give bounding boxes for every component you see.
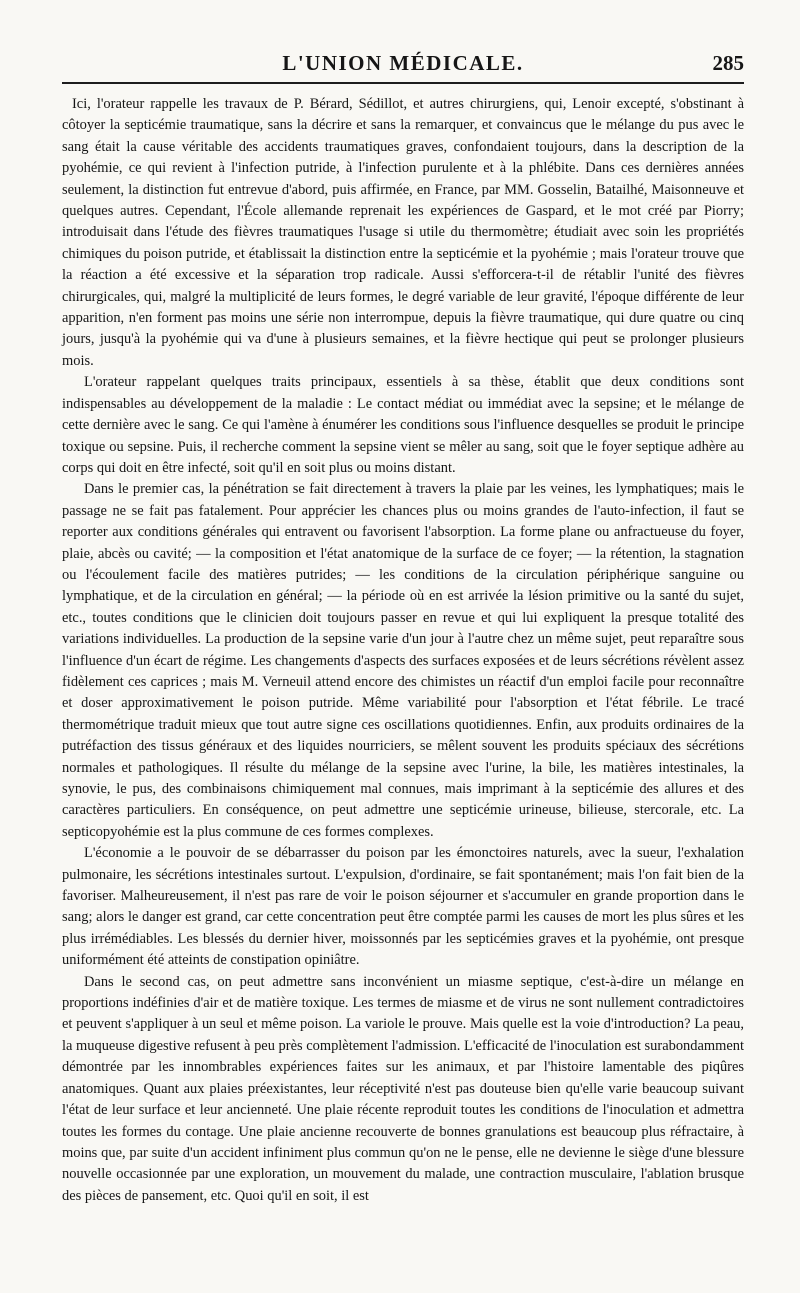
paragraph: L'orateur rappelant quelques traits principaux, essentiels à sa thèse, établit que deux conditions sont indispensables au développement de la maladie : Le contact médiat ou immédiat avec la sepsine; et le mélange de cette dernière avec le sang. Ce qui l'amène à énumérer les conditions sous l'influence desquelles se produit le principe toxique ou sepsine. Puis, il recherche comment la sepsine vient se mêler au sang, soit que le foyer septique adhère au corps qui doit en être infecté, soit qu'il en soit plus ou moins distant. <box>62 374 744 476</box>
paragraph: Ici, l'orateur rappelle les travaux de P. Bérard, Sédillot, et autres chirurgiens, qui, Lenoir excepté, s'obstinant à côtoyer la septicémie traumatique, sans la décrire et sans la remarquer, et convaincus que le mélange du pus avec le sang était la cause véritable des accidents traumatiques graves, confondaient toujours, dans la description de la pyohémie, ce qui revient à l'infection putride, à l'infection purulente et à la phlébite. Dans ces dernières années seulement, la distinction fut entrevue d'abord, puis affirmée, en France, par MM. Gosselin, Batailhé, Maisonneuve et quelques autres. Cependant, l'École allemande reprenait les expériences de Gaspard, et le mot créé par Piorry; introduisait dans l'étude des fièvres traumatiques l'usage si utile du thermomètre; étudiait avec soin les propriétés chimiques du poison putride, et établissait la distinction entre la septicémie et la pyohémie ; mais l'orateur trouve que la réaction a été excessive et la séparation trop radicale. Aussi s'efforcera-t-il de rétablir l'unité des fièvres chirurgicales, qui, malgré la multiplicité de leurs formes, le degré variable de leur gravité, l'époque différente de leur apparition, n'en forment pas moins une série non interrompue, depuis la fièvre traumatique, qui dure quatre ou cinq jours, jusqu'à la pyohémie qui va d'une à plusieurs semaines, et la fièvre hectique qui peut se prolonger plusieurs mois. <box>62 96 744 369</box>
article-body <box>62 94 744 1207</box>
paragraph: Dans le premier cas, la pénétration se fait directement à travers la plaie par les veines, les lymphatiques; mais le passage ne se fait pas fatalement. Pour apprécier les chances plus ou moins grandes de l'auto-infection, il faut se reporter aux conditions générales qui entravent ou favorisent l'absorption. La forme plane ou anfractueuse du foyer, plaie, abcès ou cavité; — la composition et l'état anatomique de la surface de ce foyer; — la rétention, la stagnation ou l'écoulement facile des matières putrides; — les conditions de la circulation périphérique sanguine ou lymphatique, et de la circulation en général; — la période où en est arrivée la lésion primitive ou la santé du sujet, etc., toutes conditions que le clinicien doit toujours passer en revue et qui lui expliquent la presque totalité des variations individuelles. La production de la sepsine varie d'un jour à l'autre chez un même sujet, peut reparaître sous l'influence d'un écart de régime. Les changements d'aspects des surfaces exposées et de leurs sécrétions révèlent assez fidèlement ces caprices ; mais M. Verneuil attend encore des chimistes un réactif d'un emploi facile pour reconnaître et doser approximativement le poison putride. Même variabilité pour l'absorption et l'état fébrile. Le tracé thermométrique traduit mieux que tout autre signe ces oscillations quotidiennes. Enfin, aux produits ordinaires de la putréfaction des tissus généraux et des liquides nourriciers, se mêlent souvent les produits spéciaux des sécrétions normales et pathologiques. Il résulte du mélange de la sepsine avec l'urine, la bile, les matières intestinales, la synovie, le pus, des combinaisons chimiquement mal connues, mais imprimant à la septicémie des allures et des caractères particuliers. En conséquence, on peut admettre une septicémie urineuse, bilieuse, stercorale, etc. La septicopyohémie est la plus commune de ces formes complexes. <box>62 481 744 840</box>
paragraph: Dans le second cas, on peut admettre sans inconvénient un miasme septique, c'est-à-dire un mélange en proportions indéfinies d'air et de matière toxique. Les termes de miasme et de virus ne sont nullement contradictoires et peuvent s'appliquer à un seul et même poison. La variole le prouve. Mais quelle est la voie d'introduction? La peau, la muqueuse digestive refusent à peu près complètement l'admission. L'efficacité de l'inoculation est surabondamment démontrée par les innombrables expériences faites sur les animaux, et par l'histoire lamentable des piqûres anatomiques. Quant aux plaies préexistantes, leur réceptivité n'est pas douteuse bien qu'elle varie beaucoup suivant l'état de leur surface et leur ancienneté. Une plaie récente reproduit toutes les conditions de l'inoculation et admettra toutes les formes du contage. Une plaie ancienne recouverte de bonnes granulations est beaucoup plus réfractaire, à moins que, par suite d'un accident infiniment plus commun qu'on ne le pense, elle ne devienne le siège d'une blessure nouvelle occasionnée par une exploration, un mouvement du malade, une contraction musculaire, l'ablation brusque des pièces de pansement, etc. Quoi qu'il en soit, il est <box>62 973 744 1204</box>
header-rule <box>62 82 744 84</box>
page-number: 285 <box>712 51 744 75</box>
running-header <box>62 48 744 78</box>
journal-title: L'UNION MÉDICALE. <box>282 51 524 75</box>
paragraph: L'économie a le pouvoir de se débarrasser du poison par les émonctoires naturels, avec la sueur, l'exhalation pulmonaire, les sécrétions intestinales surtout. L'expulsion, d'ordinaire, se fait spontanément; mais l'on fait bien de la favoriser. Malheureusement, il n'est pas rare de voir le poison séjourner et s'accumuler en grande proportion dans le sang; alors le danger est grand, car cette concentration peut être comptée parmi les causes de mort les plus sûres et les plus irrémédiables. Les blessés du dernier hiver, moissonnés par les septicémies graves et la pyohémie, ont presque uniformément été atteints de constipation opiniâtre. <box>62 845 744 969</box>
